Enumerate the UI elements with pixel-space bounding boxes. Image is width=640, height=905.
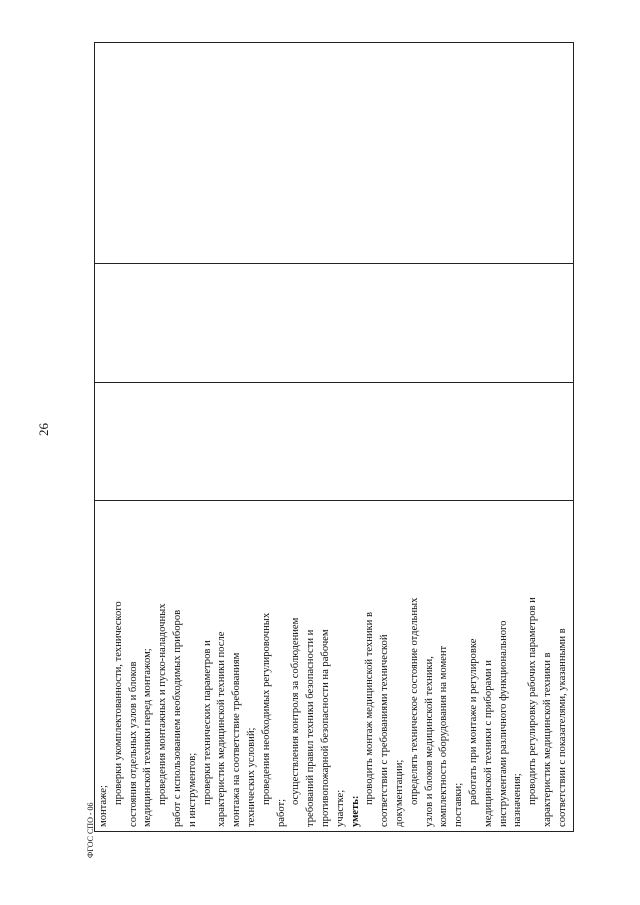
content-line: работ с использованием необходимых приборов	[171, 609, 183, 827]
empty-cell-3	[95, 263, 574, 382]
content-line: и инструментов;	[186, 752, 198, 827]
content-line: характеристик медицинской техники в	[541, 652, 553, 827]
rotated-table-wrapper	[94, 42, 568, 832]
content-line: монтаже;	[98, 785, 109, 827]
content-line: медицинской техники с приборами и	[482, 660, 494, 827]
content-line: проведения необходимых регулировочных	[260, 612, 272, 805]
content-line: проверки укомплектованности, технического	[112, 601, 124, 805]
empty-cell-4	[95, 43, 574, 264]
content-line: требований правил техники безопасности и	[305, 629, 317, 827]
content-line: уметь:	[349, 795, 361, 827]
page-number: 26	[36, 423, 51, 436]
content-line: противопожарной безопасности на рабочем	[319, 629, 331, 827]
content-line: работать при монтаже и регулировке	[467, 638, 479, 805]
content-line: работ;	[275, 798, 287, 827]
empty-cell-2	[95, 382, 574, 501]
content-line: проводить регулировку рабочих параметров и	[527, 597, 539, 805]
content-line: проводить монтаж медицинской техники в	[364, 611, 376, 805]
standards-table	[94, 42, 574, 832]
content-line: соответствии с требованиями технической	[379, 634, 391, 827]
content-line: узлов и блоков медицинской техники,	[423, 656, 435, 827]
content-line: инструментами различного функционального	[497, 620, 509, 827]
content-line: характеристик медицинской техники после	[216, 631, 228, 827]
content-line: технических условий;	[245, 727, 257, 827]
content-line: комплектность оборудования на момент	[438, 645, 450, 827]
content-line: состояния отдельных узлов и блоков	[127, 661, 139, 827]
content-line: определять техническое состояние отдельных	[408, 597, 420, 805]
content-cell	[95, 501, 574, 832]
content-line: проведения монтажных и пуско-наладочных	[157, 603, 169, 805]
table-row	[95, 43, 574, 832]
content-line: соответствии с показателями, указанными в	[556, 628, 568, 827]
content-line: осуществления контроля за соблюдением	[290, 617, 302, 805]
content-line: документации;	[393, 759, 405, 827]
content-text	[95, 501, 573, 831]
content-line: поставки;	[453, 782, 465, 827]
document-code: ФГОС СПО - 06	[86, 802, 95, 858]
content-line: проверки технических параметров и	[201, 640, 213, 805]
content-line: медицинской техники перед монтажом;	[142, 648, 154, 827]
content-line: монтажа на соответствие требованиям	[231, 652, 243, 827]
content-line: назначения;	[512, 773, 524, 827]
content-line: участке;	[334, 789, 346, 827]
